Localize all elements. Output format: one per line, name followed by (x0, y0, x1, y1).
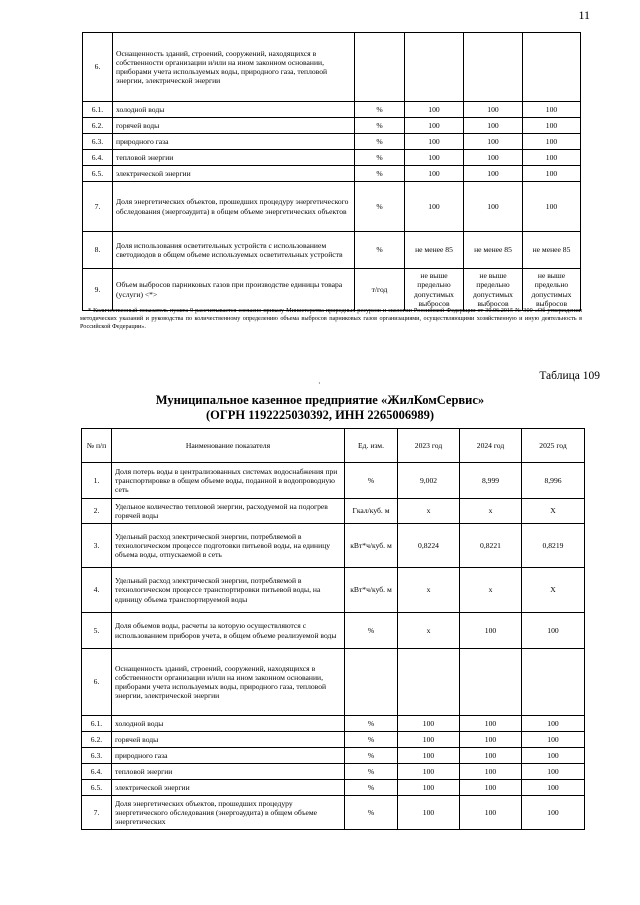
cell-unit: % (345, 716, 398, 732)
cell-unit: % (345, 748, 398, 764)
header-year-2024: 2024 год (460, 429, 522, 463)
cell-v3: 100 (523, 102, 581, 118)
cell-name: горячей воды (112, 732, 345, 748)
cell-num: 6.4. (82, 764, 112, 780)
header-unit: Ед. изм. (345, 429, 398, 463)
cell-num: 6. (83, 33, 113, 102)
cell-name: Удельный расход электрической энергии, потребляемой в технологическом процессе подготовки питьевой воды, на единицу объема воды, отпускаемой в сеть (112, 524, 345, 568)
indicators-table-continued (82, 32, 581, 311)
table-row (83, 134, 581, 150)
cell-v3: 100 (522, 716, 585, 732)
cell-unit: % (355, 118, 405, 134)
cell-v2: 100 (460, 748, 522, 764)
cell-v1: 100 (405, 166, 464, 182)
cell-v1: не менее 85 (405, 232, 464, 269)
cell-num: 6.2. (83, 118, 113, 134)
cell-v2: не менее 85 (464, 232, 523, 269)
table-row (82, 524, 585, 568)
cell-unit (355, 33, 405, 102)
cell-unit: % (355, 182, 405, 232)
table-row (82, 764, 585, 780)
cell-v3 (522, 649, 585, 716)
cell-v3: 100 (523, 182, 581, 232)
cell-v2: 100 (460, 732, 522, 748)
cell-num: 6.4. (83, 150, 113, 166)
cell-v3: 100 (522, 796, 585, 830)
cell-v2 (464, 33, 523, 102)
cell-v3: 100 (522, 732, 585, 748)
cell-v3: 100 (522, 613, 585, 649)
cell-unit: % (355, 166, 405, 182)
table-row (83, 150, 581, 166)
cell-v1: 100 (405, 118, 464, 134)
table-row (82, 732, 585, 748)
cell-v1: 0,8224 (398, 524, 460, 568)
cell-num: 9. (83, 269, 113, 311)
enterprise-name: Муниципальное казенное предприятие «ЖилКомСервис» (155, 393, 485, 407)
cell-name: Оснащенность зданий, строений, сооружений, находящихся в собственности организации и/или на ином законном основании, приборами учета используемых воды, природного газа, тепловой энергии, электрической энергии (112, 649, 345, 716)
cell-unit: % (355, 150, 405, 166)
cell-v3: 100 (523, 118, 581, 134)
cell-unit: % (345, 796, 398, 830)
cell-v1: 100 (398, 780, 460, 796)
cell-num: 8. (83, 232, 113, 269)
cell-num: 6. (82, 649, 112, 716)
cell-num: 6.1. (82, 716, 112, 732)
cell-v1: 100 (405, 150, 464, 166)
cell-v3: не менее 85 (523, 232, 581, 269)
cell-v1: 100 (405, 134, 464, 150)
cell-v3 (523, 33, 581, 102)
cell-v2: 100 (460, 613, 522, 649)
table-row (83, 102, 581, 118)
indicators-table (81, 428, 585, 830)
cell-unit: % (345, 613, 398, 649)
cell-v3: 100 (523, 150, 581, 166)
cell-unit (345, 649, 398, 716)
cell-num: 6.5. (82, 780, 112, 796)
cell-unit: % (355, 232, 405, 269)
cell-v2: 8,999 (460, 463, 522, 499)
cell-name: Оснащенность зданий, строений, сооружений, находящихся в собственности организации и/или на ином законном основании, приборами учета используемых воды, природного газа, тепловой энергии, электрической энергии (113, 33, 355, 102)
cell-v1: 9,002 (398, 463, 460, 499)
cell-v3: 100 (522, 780, 585, 796)
table-row (82, 716, 585, 732)
cell-v2: 100 (460, 780, 522, 796)
cell-v3: Х (522, 499, 585, 524)
cell-unit: % (345, 463, 398, 499)
cell-name: Доля объемов воды, расчеты за которую осуществляются с использованием приборов учета, в общем объеме реализуемой воды (112, 613, 345, 649)
cell-v1: 100 (398, 796, 460, 830)
cell-unit: % (345, 780, 398, 796)
table-row (83, 232, 581, 269)
cell-unit: Гкал/куб. м (345, 499, 398, 524)
cell-name: холодной воды (112, 716, 345, 732)
cell-v1: 100 (398, 732, 460, 748)
cell-name: электрической энергии (113, 166, 355, 182)
table-row (82, 568, 585, 613)
cell-v2: х (460, 568, 522, 613)
table-row (83, 269, 581, 311)
cell-unit: кВт*ч/куб. м (345, 524, 398, 568)
cell-unit: % (355, 102, 405, 118)
cell-num: 3. (82, 524, 112, 568)
cell-name: природного газа (113, 134, 355, 150)
cell-v1: 100 (405, 102, 464, 118)
cell-v3: 8,996 (522, 463, 585, 499)
cell-v1: не выше предельно допустимых выбросов (405, 269, 464, 311)
table-row (83, 166, 581, 182)
cell-v1: х (398, 499, 460, 524)
cell-num: 6.3. (82, 748, 112, 764)
stray-mark: · (318, 379, 321, 388)
table-row (83, 118, 581, 134)
cell-v2: х (460, 499, 522, 524)
cell-v1: х (398, 613, 460, 649)
table-row (82, 649, 585, 716)
cell-unit: % (355, 134, 405, 150)
cell-num: 6.3. (83, 134, 113, 150)
table-row (83, 33, 581, 102)
cell-num: 7. (83, 182, 113, 232)
cell-v2: 0,8221 (460, 524, 522, 568)
cell-num: 7. (82, 796, 112, 830)
cell-num: 6.1. (83, 102, 113, 118)
header-year-2023: 2023 год (398, 429, 460, 463)
cell-v2: 100 (464, 134, 523, 150)
cell-name: Объем выбросов парниковых газов при производстве единицы товара (услуги) <*> (113, 269, 355, 311)
cell-name: холодной воды (113, 102, 355, 118)
cell-num: 6.2. (82, 732, 112, 748)
cell-name: горячей воды (113, 118, 355, 134)
cell-v3: 100 (522, 764, 585, 780)
cell-name: Доля энергетических объектов, прошедших процедуру энергетического обследования (энергоаудита) в общем объеме энергетических (112, 796, 345, 830)
cell-v2: 100 (464, 182, 523, 232)
table-row (82, 499, 585, 524)
cell-v3: не выше предельно допустимых выбросов (523, 269, 581, 311)
cell-name: Доля энергетических объектов, прошедших процедуру энергетического обследования (энергоаудита) в общем объеме энергетических объектов (113, 182, 355, 232)
cell-v1: 100 (405, 182, 464, 232)
cell-v1: 100 (398, 748, 460, 764)
footnote: * Количественный показатель пункта 9 рассчитывается согласно приказу Министерства природных ресурсов и экологии Российской Федерации от 30.06.2015 № 300 «Об утверждении методических указаний и руководства по количественному определению объема выбросов парниковых газов организациями, осуществляющими хозяйственную и иную деятельность в Российской Федерации». (80, 307, 582, 331)
cell-v2: 100 (460, 764, 522, 780)
cell-v3: 0,8219 (522, 524, 585, 568)
table-row (83, 182, 581, 232)
page-number: 11 (578, 8, 590, 22)
header-num: № п/п (82, 429, 112, 463)
cell-num: 6.5. (83, 166, 113, 182)
cell-name: Удельное количество тепловой энергии, расходуемой на подогрев горячей воды (112, 499, 345, 524)
cell-v2: 100 (464, 150, 523, 166)
enterprise-registration: (ОГРН 1192225030392, ИНН 2265006989) (205, 407, 435, 422)
table-row (82, 796, 585, 830)
cell-name: Удельный расход электрической энергии, потребляемой в технологическом процессе транспортировки питьевой воды, на единицу объема транспортируемой воды (112, 568, 345, 613)
cell-unit: кВт*ч/куб. м (345, 568, 398, 613)
cell-unit: % (345, 732, 398, 748)
cell-v1: х (398, 568, 460, 613)
cell-name: тепловой энергии (112, 764, 345, 780)
table-row (82, 613, 585, 649)
cell-v3: 100 (523, 134, 581, 150)
table-row (82, 780, 585, 796)
cell-v3: Х (522, 568, 585, 613)
table-header-row (82, 429, 585, 463)
cell-v1 (398, 649, 460, 716)
cell-unit: т/год (355, 269, 405, 311)
table-row (82, 748, 585, 764)
cell-name: тепловой энергии (113, 150, 355, 166)
cell-num: 2. (82, 499, 112, 524)
enterprise-title (0, 393, 640, 423)
cell-num: 5. (82, 613, 112, 649)
cell-v3: 100 (522, 748, 585, 764)
cell-num: 4. (82, 568, 112, 613)
table-row (82, 463, 585, 499)
cell-name: Доля использования осветительных устройств с использованием светодиодов в общем объеме используемых осветительных устройств (113, 232, 355, 269)
cell-v2: 100 (464, 118, 523, 134)
cell-v2: 100 (464, 166, 523, 182)
cell-num: 1. (82, 463, 112, 499)
header-year-2025: 2025 год (522, 429, 585, 463)
cell-v3: 100 (523, 166, 581, 182)
cell-v2: 100 (460, 716, 522, 732)
cell-name: Доля потерь воды в централизованных системах водоснабжения при транспортировке в общем объеме воды, поданной в водопроводную сеть (112, 463, 345, 499)
cell-v2: не выше предельно допустимых выбросов (464, 269, 523, 311)
cell-v2: 100 (460, 796, 522, 830)
table-label: Таблица 109 (539, 370, 600, 382)
cell-name: природного газа (112, 748, 345, 764)
header-name: Наименование показателя (112, 429, 345, 463)
cell-v1 (405, 33, 464, 102)
cell-name: электрической энергии (112, 780, 345, 796)
cell-v2 (460, 649, 522, 716)
cell-v2: 100 (464, 102, 523, 118)
cell-unit: % (345, 764, 398, 780)
cell-v1: 100 (398, 764, 460, 780)
cell-v1: 100 (398, 716, 460, 732)
